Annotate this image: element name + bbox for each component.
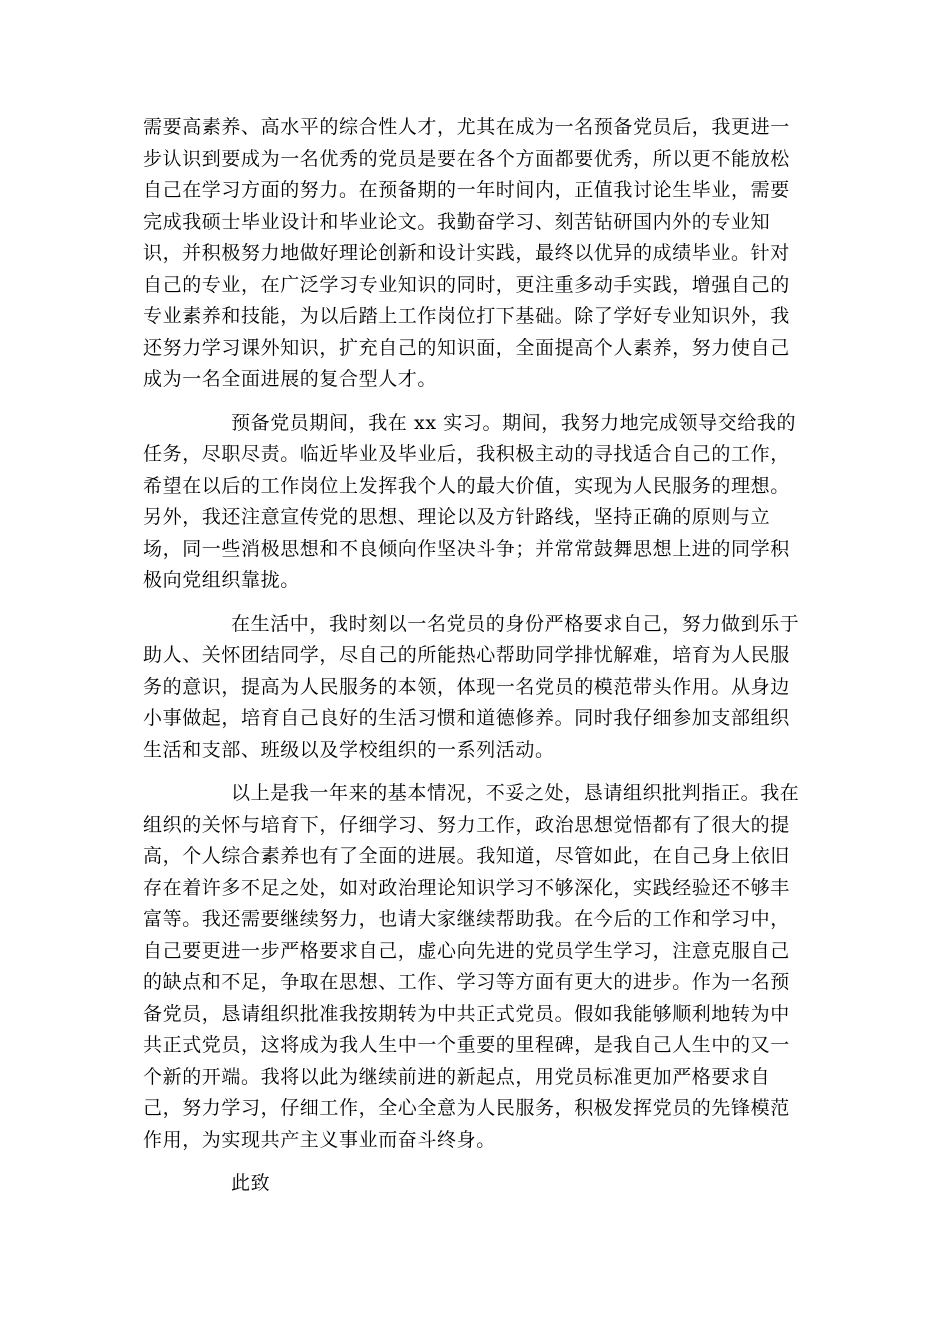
- paragraph-study: 需要高素养、高水平的综合性人才，尤其在成为一名预备党员后，我更进一步认识到要成为一名优秀的党员是要在各个方面都要优秀，所以更不能放松自己在学习方面的努力。在预备期的一年时间内，正值我讨论生毕业，需要完成我硕士毕业设计和毕业论文。我勤奋学习、刻苦钻研国内外的专业知识，并积极努力地做好理论创新和设计实践，最终以优异的成绩毕业。针对自己的专业，在广泛学习专业知识的同时，更注重多动手实践，增强自己的专业素养和技能，为以后踏上工作岗位打下基础。除了学好专业知识外，我还努力学习课外知识，扩充自己的知识面，全面提高个人素养，努力使自己成为一名全面进展的复合型人才。: [143, 116, 790, 390]
- closing-salutation: 此致: [231, 1172, 271, 1194]
- paragraph-internship: 预备党员期间，我在 xx 实习。期间，我努力地完成领导交给我的任务，尽职尽责。临近毕业及毕业后，我积极主动的寻找适合自己的工作，希望在以后的工作岗位上发挥我个人的最大价值，实现为人民服务的理想。另外，我还注意宣传党的思想、理论以及方针路线，坚持正确的原则与立场，同一些消极思想和不良倾向作坚决斗争；并常常鼓舞思想上进的同学积极向党组织靠拢。: [143, 411, 797, 591]
- paragraph-life: 在生活中，我时刻以一名党员的身份严格要求自己，努力做到乐于助人、关怀团结同学，尽自己的所能热心帮助同学排忧解难，培育为人民服务的意识，提高为人民服务的本领，体现一名党员的模范带头作用。从身边小事做起，培育自己良好的生活习惯和道德修养。同时我仔细参加支部组织生活和支部、班级以及学校组织的一系列活动。: [143, 612, 800, 761]
- paragraph-summary: 以上是我一年来的基本情况，不妥之处，恳请组织批判指正。我在组织的关怀与培育下，仔细学习、努力工作，政治思想觉悟都有了很大的提高，个人综合素养也有了全面的进展。我知道，尽管如此，在自己身上依旧存在着许多不足之处，如对政治理论知识学习不够深化，实践经验还不够丰富等。我还需要继续努力，也请大家继续帮助我。在今后的工作和学习中，自己要更进一步严格要求自己，虚心向先进的党员学生学习，注意克服自己的缺点和不足，争取在思想、工作、学习等方面有更大的进步。作为一名预备党员，恳请组织批准我按期转为中共正式党员。假如我能够顺利地转为中共正式党员，这将成为我人生中一个重要的里程碑，是我自己人生中的又一个新的开端。我将以此为继续前进的新起点，用党员标准更加严格要求自己，努力学习，仔细工作，全心全意为人民服务，积极发挥党员的先锋模范作用，为实现共产主义事业而奋斗终身。: [143, 782, 800, 1151]
- document-body: [143, 112, 808, 1200]
